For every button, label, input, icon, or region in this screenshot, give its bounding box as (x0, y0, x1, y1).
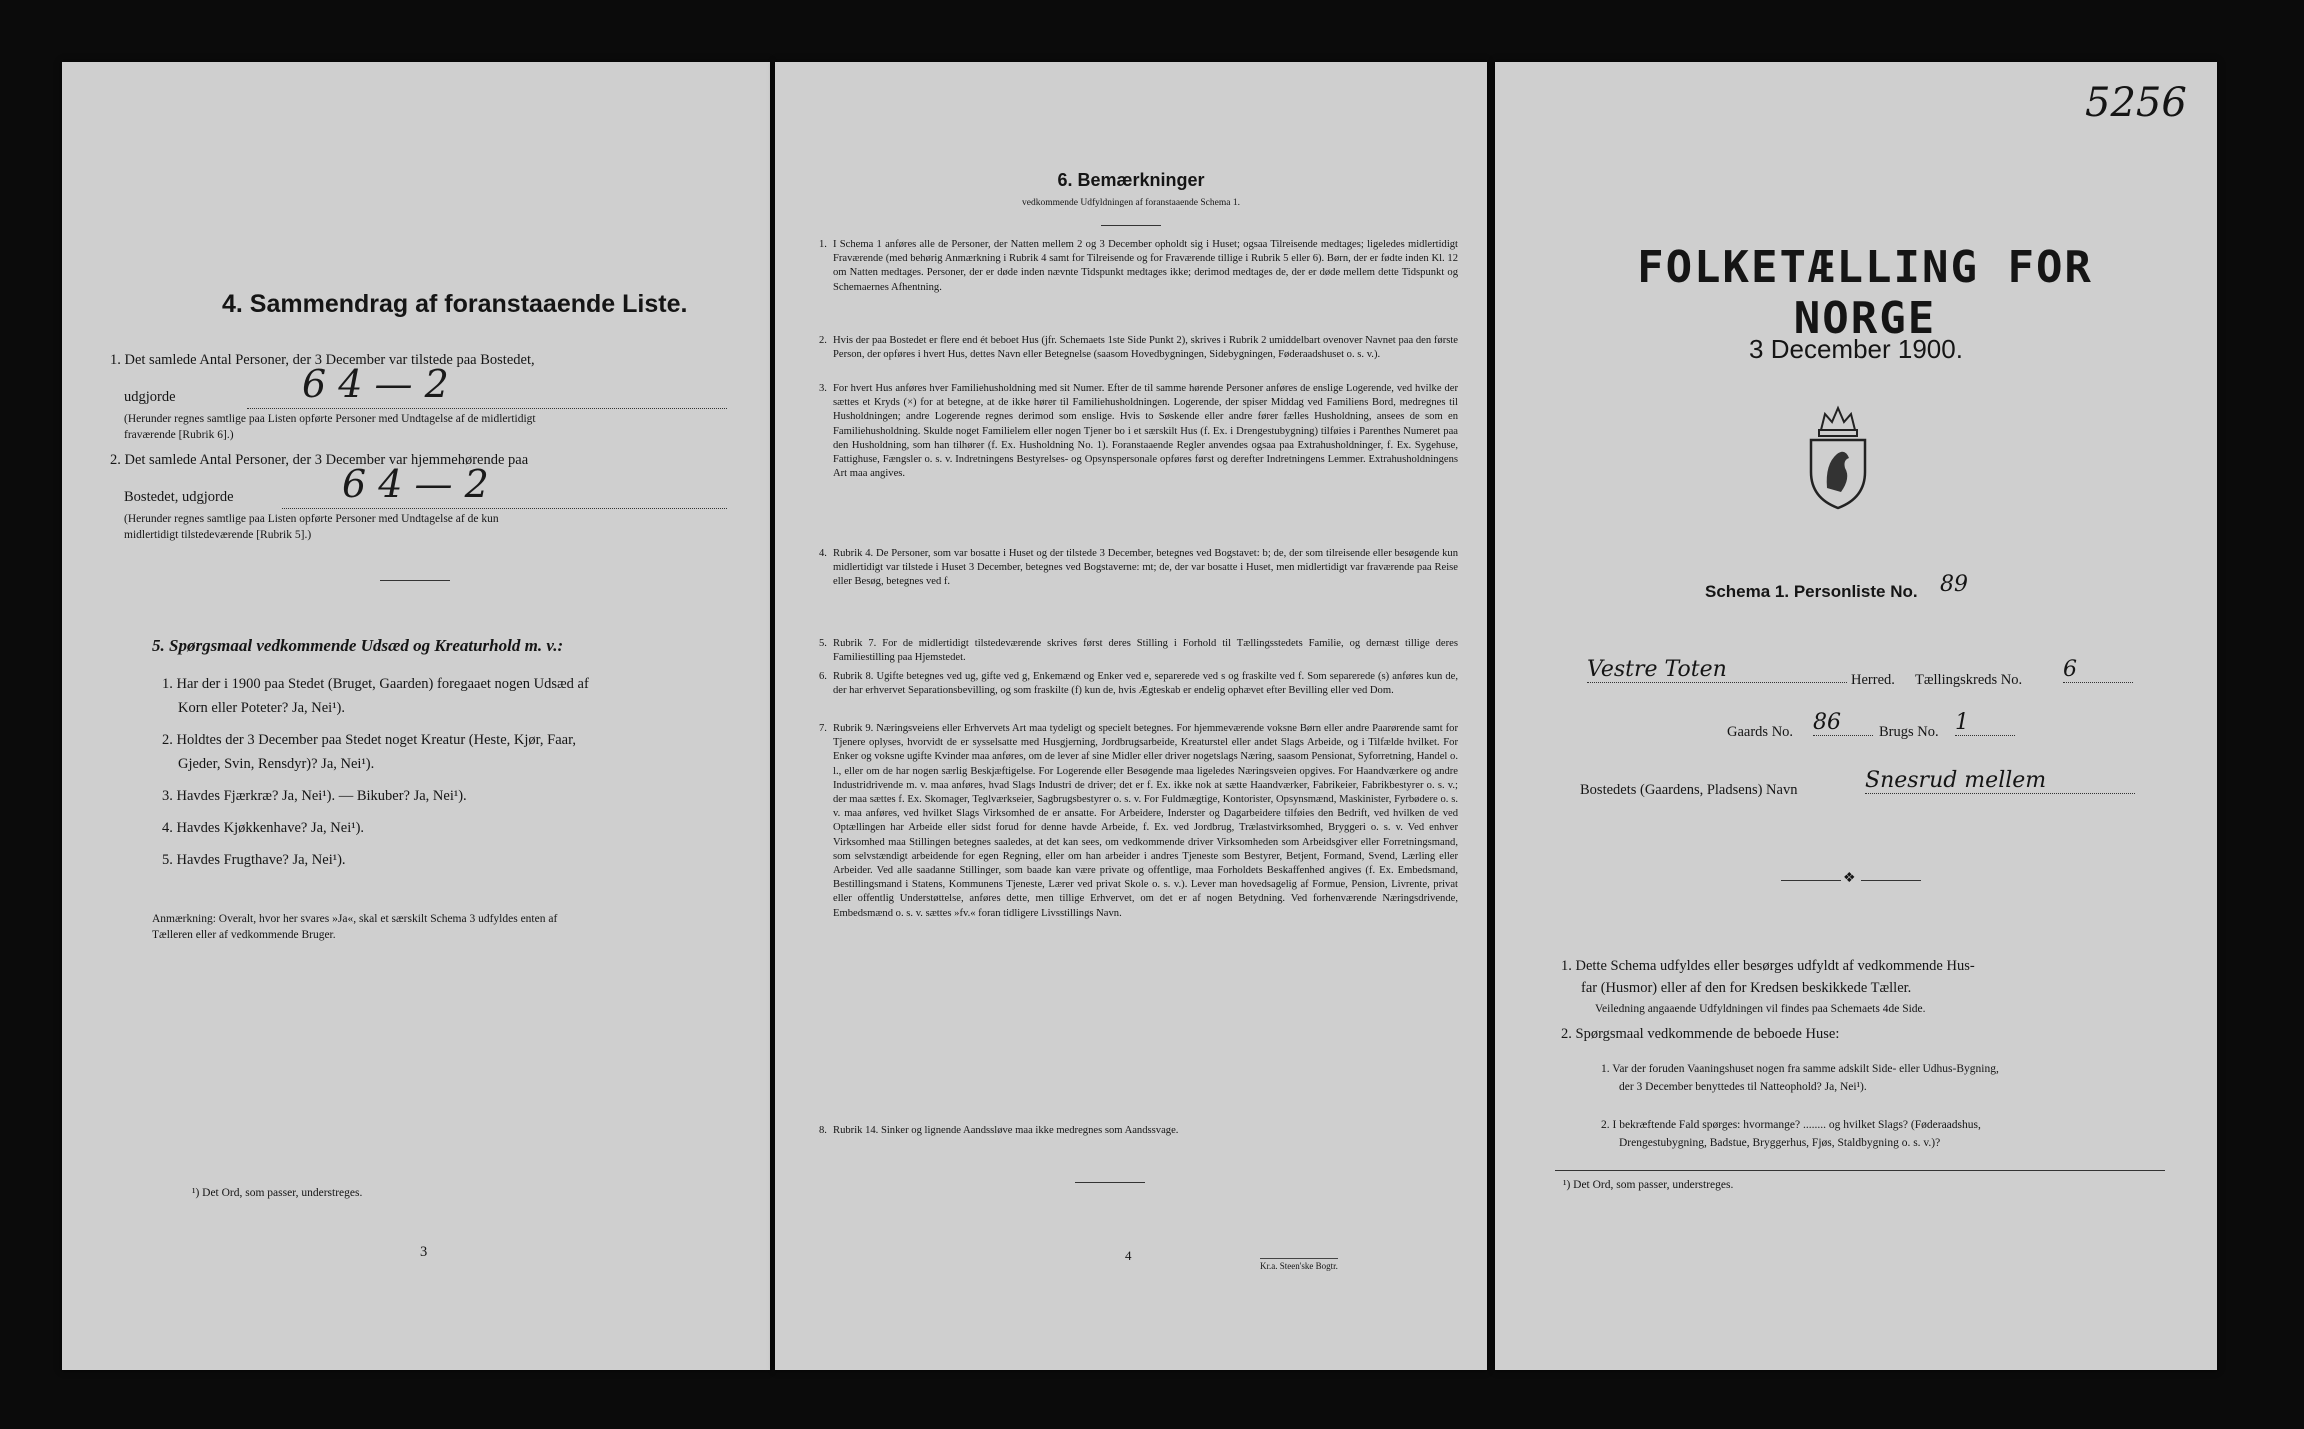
q2-label: Bostedet, udgjorde (124, 489, 234, 505)
printer-imprint: Kr.a. Steen'ske Bogtr. (1260, 1258, 1338, 1271)
schema-number: 89 (1940, 572, 1968, 597)
s5-q1b: Korn eller Poteter? Ja, Nei¹). (178, 700, 346, 716)
bosted-label: Bostedets (Gaardens, Pladsens) Navn (1580, 782, 1798, 798)
s5-q2b: Gjeder, Svin, Rensdyr)? Ja, Nei¹). (178, 756, 375, 772)
remark-number: 5. (819, 638, 827, 649)
schema-label: Schema 1. Personliste No. (1705, 582, 1918, 601)
page-number: 4 (1125, 1248, 1132, 1263)
q2-line1: 2. Det samlede Antal Personer, der 3 December var hjemmehørende paa (110, 452, 529, 468)
remark-item (819, 238, 1458, 295)
remark-number: 7. (819, 723, 827, 734)
remark-number: 3. (819, 383, 827, 394)
s5-q5: 5. Havdes Frugthave? Ja, Nei¹). (162, 852, 346, 868)
q1-line1: 1. Det samlede Antal Personer, der 3 December var tilstede paa Bostedet, (110, 352, 535, 368)
page-right (1495, 62, 2217, 1370)
q2-note2: midlertidigt tilstedeværende [Rubrik 5].) (124, 529, 312, 541)
remark-text: Rubrik 7. For de midlertidigt tilstedeværende skrives først deres Stilling i Forhold til Tællingsstedets Familie, og dernæst tillige deres Familiestilling paa Hjemstedet. (833, 638, 1458, 664)
bosted-value: Snesrud mellem (1865, 768, 2135, 794)
section5-title: 5. Spørgsmaal vedkommende Udsæd og Kreaturhold m. v.: (152, 636, 564, 655)
remarks-subtitle: vedkommende Udfyldningen af foranstaaende Schema 1. (1022, 198, 1240, 208)
instruction-1a: 1. Dette Schema udfyldes eller besørges udfyldt af vedkommende Hus- (1561, 958, 1975, 974)
remark-item (819, 637, 1458, 665)
herred-label: Herred. (1851, 672, 1895, 688)
footnote: ¹) Det Ord, som passer, understreges. (1563, 1179, 1734, 1191)
q2-handwritten-count: 6 4 — 2 (342, 462, 489, 506)
s5-q1a: 1. Har der i 1900 paa Stedet (Bruget, Gaarden) foregaaet nogen Udsæd af (162, 676, 589, 692)
s5-q3: 3. Havdes Fjærkræ? Ja, Nei¹). — Bikuber? Ja, Nei¹). (162, 788, 467, 804)
q1-handwritten-count: 6 4 — 2 (302, 362, 449, 406)
gaards-label: Gaards No. (1727, 724, 1794, 740)
remarks-title: 6. Bemærkninger (1057, 170, 1205, 190)
krets-value: 6 (2063, 657, 2133, 683)
krets-label: Tællingskreds No. (1915, 672, 2023, 688)
brugs-label: Brugs No. (1879, 724, 1939, 740)
footnote: ¹) Det Ord, som passer, understreges. (192, 1187, 363, 1199)
remark-number: 1. (819, 239, 827, 250)
coat-of-arms-icon (1801, 402, 1875, 512)
s5-q2a: 2. Holdtes der 3 December paa Stedet noget Kreatur (Heste, Kjør, Faar, (162, 732, 576, 748)
instruction-2-1a: 1. Var der foruden Vaaningshuset nogen fra samme adskilt Side- eller Udhus-Bygning, (1601, 1063, 1999, 1075)
remark-text: Rubrik 4. De Personer, som var bosatte i Huset og der tilstede 3 December, betegnes ved Bogstavet: b; de, der som tilreisende eller besøgende kun midlertidigt var tilstede i Huset 3 December, betegnes ved Bogstaverne: mt; de, der var bosatte i Huset, men midlertidigt var fraværende paa Reise eller Besøg, betegnes ved f. (833, 548, 1458, 588)
brugs-value: 1 (1955, 710, 2015, 736)
archive-number: 5256 (2085, 80, 2187, 126)
remark-number: 6. (819, 671, 827, 682)
remark-number: 4. (819, 548, 827, 559)
remark-number: 2. (819, 335, 827, 346)
remark-number: 8. (819, 1125, 827, 1136)
remark-item (819, 670, 1458, 698)
instruction-1b: far (Husmor) eller af den for Kredsen beskikkede Tæller. (1581, 980, 1912, 996)
remark-item (819, 1124, 1458, 1138)
remark-item (819, 334, 1458, 362)
herred-value: Vestre Toten (1587, 657, 1847, 683)
instruction-2: 2. Spørgsmaal vedkommende de beboede Huse: (1561, 1026, 1840, 1042)
census-title: FOLKETÆLLING FOR NORGE (1637, 242, 2093, 344)
instruction-2-2b: Drengestubygning, Badstue, Bryggerhus, Fjøs, Staldbygning o. s. v.)? (1619, 1137, 1941, 1149)
page-number: 3 (420, 1244, 428, 1260)
q1-note2: fraværende [Rubrik 6].) (124, 429, 234, 441)
remark-item (819, 382, 1458, 481)
instruction-1c: Veiledning angaaende Udfyldningen vil findes paa Schemaets 4de Side. (1595, 1003, 1926, 1015)
q2-note1: (Herunder regnes samtlige paa Listen opførte Personer med Undtagelse af de kun (124, 513, 499, 525)
annotation-line1: Anmærkning: Overalt, hvor her svares »Ja«, skal et særskilt Schema 3 udfyldes enten af (152, 913, 558, 925)
remark-text: Rubrik 14. Sinker og lignende Aandssløve maa ikke medregnes som Aandssvage. (833, 1125, 1179, 1136)
remark-item (819, 547, 1458, 590)
q1-label: udgjorde (124, 389, 176, 405)
census-date: 3 December 1900. (1749, 334, 1963, 364)
instruction-2-1b: der 3 December benyttedes til Natteophold? Ja, Nei¹). (1619, 1081, 1867, 1093)
remark-text: Rubrik 8. Ugifte betegnes ved ug, gifte ved g, Enkemænd og Enker ved e, separerede ved s og fraskilte ved f. Som separerede (s) anføres kun de, der har erhvervet Separationsbevilling, og som fraskilte (f) kun de, hvis Ægteskab er endelig ophævet efter Bevilling eller ved Dom. (833, 671, 1458, 697)
gaards-value: 86 (1813, 710, 1873, 736)
remark-text: For hvert Hus anføres hver Familiehusholdning med sit Numer. Efter de til samme hørende Personer anføres de enslige Logerende, ved hvilke der sættes et Kryds (×) for at betegne, at de ikke hører til Familiehusholdningen. Logerende, der spiser Middag ved Familiens Bord, medregnes til Husholdningen; andre Logerende regnes derimod som enslige. Hvis to Søskende eller andre fører fælles Husholdning, ansees de som en Familiehusholdning. Skulde noget Familielem eller nogen Tjener bo i et særskilt Hus (f. Ex. i Drengestubygning) tilføies i Parenthes Numeret paa den Husholdning, som han tilhører (f. Ex. Husholdning No. 1). Foranstaaende Regler anvendes ogsaa paa Extrahusholdninger, f. Ex. Sygehuse, Fattighuse, Fængsler o. s. v. Indretningens Bestyrelses- og Opsynspersonale opføres først og derefter Indretningens Lemmer. Extrahusholdningens Art maa angives. (833, 383, 1458, 480)
ornament-icon: ❖ (1843, 871, 1856, 886)
remark-text: Rubrik 9. Næringsveiens eller Erhvervets Art maa tydeligt og specielt betegnes. For hjemmeværende voksne Børn eller andre Paarørende samt for Tjenere oplyses, hvorvidt de er sysselsatte med Husgjerning, Jordbrugsarbeide, Kreaturstel eller andet Slags Arbeide, og i Tilfælde hvilket. For Enker og voksne ugifte Kvinder maa anføres, om de lever af sine Midler eller driver nogetslags Næring, saasom Pensionat, Syforretning, Handel o. l., eller om de har nogen særlig Beskjæftigelse. For Logerende eller Besøgende maa ligeledes Næringsveien opgives. For Haandværkere og andre Industridrivende m. v. maa anføres, hvad Slags Industri de driver; det er f. Ex. ikke nok at sætte Haandværker, Fabrikeier, Fabrikbestyrer o. s. v.; der maa sættes f. Ex. Skomager, Teglværkseier, Sagbrugsbestyrer o. s. v. For Fuldmægtige, Kontorister, Opsynsmænd, Maskinister, Fyrbødere o. s. v. maa anføres, ved hvilket Slags Virksomhed de er ansatte. For Arbeidere, Inderster og Dagarbeidere tilføies den Bedrift, ved hvilken de ved Optællingen har Arbeide eller sidst forud for denne havde Arbeide, f. Ex. ved Jordbrug, Trælastvirksomhed, Bryggeri o. s. v. Ved enhver Virksomhed maa Stillingen betegnes saaledes, at det kan sees, om vedkommende driver Virksomheden som Arbeidsgiver eller Forretningsmand, som selvstændigt arbeidende for egen Regning, eller om han arbeider i andres Tjeneste som Bestyrer, Betjent, Formand, Svend, Lærling eller Arbeider. Ved alle saadanne Stillinger, som baade kan være private og offentlige, maa Forholdets Beskaffenhed angives (f. Ex. Embedsmand, Bestillingsmand i Statens, Kommunens Tjeneste, Lærer ved privat Skole o. s. v.). Lever man hovedsagelig af Formue, Pension, Livrente, privat eller offentlig Understøttelse, anføres dette, men tillige Erhvervet, om det er af nogen Betydning. Ved forhenværende Næringsdrivende, Embedsmænd o. s. v. sættes »fv.« foran tidligere Livsstillings Navn. (833, 723, 1458, 919)
page-middle (775, 62, 1487, 1370)
remark-text: I Schema 1 anføres alle de Personer, der Natten mellem 2 og 3 December opholdt sig i Huset; ogsaa Tilreisende medtages; ligeledes midlertidigt Fraværende (med behørig Anmærkning i Rubrik 4 samt for Tilreisende og for Fraværende tillige i Rubrik 5 eller 6). Børn, der er fødte inden Kl. 12 om Natten medtages. Personer, der er døde inden nævnte Tidspunkt medtages ikke; derimod medtages de, der er døde mellem dette Tidspunkt og Schemaernes Afhentning. (833, 239, 1458, 293)
section4-title: 4. Sammendrag af foranstaaende Liste. (222, 290, 688, 318)
s5-q4: 4. Havdes Kjøkkenhave? Ja, Nei¹). (162, 820, 365, 836)
page-left (62, 62, 770, 1370)
remark-text: Hvis der paa Bostedet er flere end ét beboet Hus (jfr. Schemaets 1ste Side Punkt 2), skrives i Rubrik 2 umiddelbart ovenover Navnet paa den første Person, der opføres i hvert Hus, dettes Navn eller Betegnelse (saasom Hovedbygningen, Sidebygningen, Føderaadshuset o. s. v.). (833, 335, 1458, 361)
annotation-line2: Tælleren eller af vedkommende Bruger. (152, 929, 336, 941)
instruction-2-2a: 2. I bekræftende Fald spørges: hvormange? ........ og hvilket Slags? (Føderaadshus, (1601, 1119, 1981, 1131)
remark-item (819, 722, 1458, 921)
q1-note1: (Herunder regnes samtlige paa Listen opførte Personer med Undtagelse af de midlertidigt (124, 413, 536, 425)
